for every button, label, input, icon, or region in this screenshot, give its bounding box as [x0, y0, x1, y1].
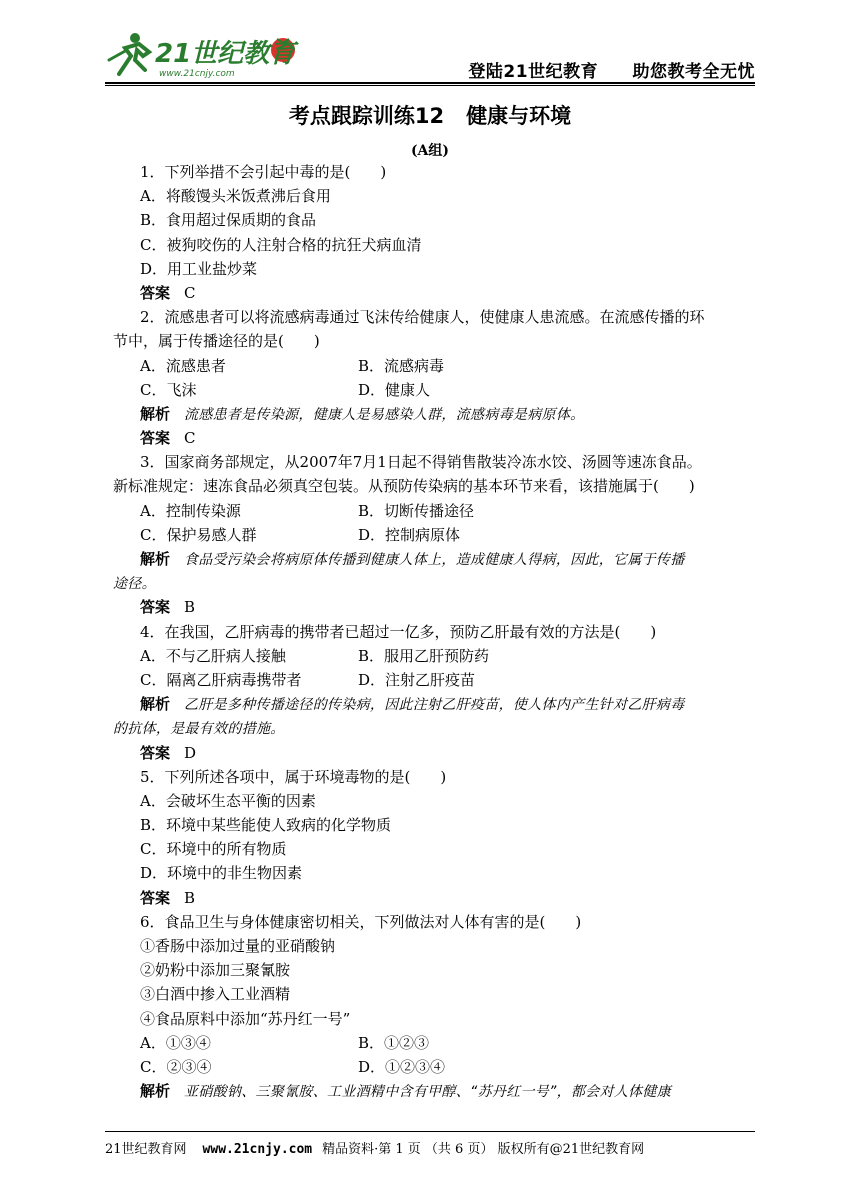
- question-stem: 1．下列举措不会引起中毒的是( ): [140, 163, 387, 181]
- answer-label: 答案: [140, 598, 171, 617]
- explanation-text: 亚硝酸钠、三聚氰胺、工业酒精中含有甲醇、“苏丹红一号”，都会对人体健康: [184, 1084, 672, 1101]
- answer-line: [113, 426, 763, 450]
- answer-label: 答案: [140, 283, 171, 302]
- page-header: [105, 30, 755, 82]
- option: C．环境中的所有物质: [140, 840, 287, 859]
- explanation-text: 的抗体，是最有效的措施。: [113, 721, 285, 738]
- option-row: [113, 354, 763, 378]
- option-row: [113, 1031, 763, 1055]
- option: D．环境中的非生物因素: [140, 864, 303, 883]
- option: A．将酸馒头米饭煮沸后食用: [140, 187, 331, 206]
- question-stem: 3．国家商务部规定，从2007年7月1日起不得销售散装冷冻水饺、汤圆等速冻食品。: [140, 453, 702, 472]
- site-logo: [105, 30, 305, 80]
- option-row: [113, 499, 763, 523]
- footer-divider: [105, 1131, 755, 1132]
- logo-url: www.21cnjy.com: [159, 69, 235, 79]
- option: C．飞沫: [140, 380, 197, 399]
- option: C．被狗咬伤的人注射合格的抗狂犬病血清: [140, 235, 422, 254]
- option: A．不与乙肝病人接触: [140, 646, 286, 665]
- option: A．流感患者: [140, 356, 226, 375]
- answer-value: C: [184, 283, 196, 302]
- option: B．食用超过保质期的食品: [140, 211, 317, 230]
- statement: ①香肠中添加过量的亚硝酸钠: [140, 937, 336, 955]
- explanation-line: [113, 402, 763, 426]
- page-title: [0, 100, 860, 130]
- title-sub: 健康与环境: [466, 104, 572, 128]
- explanation-label: 解析: [140, 550, 171, 568]
- question-6: [113, 910, 763, 1104]
- explanation-label: 解析: [140, 695, 171, 714]
- title-main: 考点跟踪训练12: [288, 104, 445, 128]
- explanation-text: 途径。: [113, 576, 156, 593]
- explanation-text: 乙肝是多种传播途径的传染病，因此注射乙肝疫苗，使人体内产生针对乙肝病毒: [184, 697, 685, 714]
- header-divider-thin: [105, 85, 755, 86]
- option: D．用工业盐炒菜: [140, 259, 258, 278]
- question-4: [113, 620, 763, 765]
- option: A．①③④: [140, 1033, 211, 1052]
- answer-label: 答案: [140, 429, 171, 448]
- footer-org: 21世纪教育网: [105, 1142, 187, 1157]
- question-stem: 5．下列所述各项中，属于环境毒物的是( ): [140, 767, 447, 786]
- explanation-cont: [113, 571, 763, 595]
- option: C．隔离乙肝病毒携带者: [140, 670, 302, 689]
- question-stem: 4．在我国，乙肝病毒的携带者已超过一亿多，预防乙肝最有效的方法是( ): [140, 622, 657, 641]
- option: B．服用乙肝预防药: [358, 646, 490, 665]
- answer-value: C: [184, 429, 196, 448]
- option: A．控制传染源: [140, 501, 241, 520]
- explanation-text: 食品受污染会将病原体传播到健康人体上，造成健康人得病，因此，它属于传播: [184, 552, 685, 568]
- slogan-left: 登陆21世纪教育: [468, 62, 599, 82]
- option: B．①②③: [358, 1033, 430, 1052]
- question-3: [113, 450, 763, 619]
- answer-line: [113, 595, 763, 619]
- question-stem-cont: 节中，属于传播途径的是( ): [113, 332, 320, 351]
- option-row: [113, 378, 763, 402]
- statement: ②奶粉中添加三聚氰胺: [140, 961, 291, 980]
- option: B．切断传播途径: [358, 501, 475, 520]
- answer-label: 答案: [140, 888, 171, 907]
- option: D．控制病原体: [358, 525, 461, 544]
- answer-value: D: [184, 743, 197, 762]
- footer-site-link[interactable]: www.21cnjy.com: [202, 1142, 313, 1157]
- footer-info: 精品资料·第 1 页 （共 6 页） 版权所有@21世纪教育网: [322, 1142, 645, 1157]
- statement: ③白酒中掺入工业酒精: [140, 985, 291, 1004]
- option: B．流感病毒: [358, 356, 445, 375]
- explanation-line: [113, 1079, 763, 1103]
- option: C．保护易感人群: [140, 525, 257, 544]
- answer-value: B: [184, 888, 196, 907]
- explanation-line: [113, 547, 763, 571]
- option-row: [113, 668, 763, 692]
- question-stem-cont: 新标准规定：速冻食品必须真空包装。从预防传染病的基本环节来看，该措施属于( ): [113, 477, 695, 496]
- option: A．会破坏生态平衡的因素: [140, 791, 316, 810]
- header-divider: [105, 82, 755, 84]
- answer-line: [113, 741, 763, 765]
- statement: ④食品原料中添加“苏丹红一号”: [140, 1009, 351, 1028]
- option-row: [113, 1055, 763, 1079]
- logo-text: 21世纪教育: [155, 39, 296, 69]
- explanation-text: 流感患者是传染源，健康人是易感染人群，流感病毒是病原体。: [184, 406, 585, 423]
- answer-line: [113, 886, 763, 910]
- explanation-cont: [113, 716, 763, 740]
- option: B．环境中某些能使人致病的化学物质: [140, 816, 392, 835]
- option: D．①②③④: [358, 1057, 446, 1076]
- question-stem: 2．流感患者可以将流感病毒通过飞沫传给健康人，使健康人患流感。在流感传播的环: [140, 308, 705, 327]
- question-1: [113, 160, 763, 305]
- option: C．②③④: [140, 1057, 212, 1076]
- option-row: [113, 644, 763, 668]
- question-5: [113, 765, 763, 910]
- option: D．健康人: [358, 380, 431, 399]
- answer-label: 答案: [140, 743, 171, 762]
- explanation-label: 解析: [140, 404, 171, 423]
- page-footer: [105, 1138, 755, 1157]
- question-2: [113, 305, 763, 450]
- header-slogan: [440, 57, 755, 82]
- option-row: [113, 523, 763, 547]
- answer-value: B: [184, 598, 196, 617]
- question-list: [113, 160, 763, 1103]
- explanation-line: [113, 692, 763, 716]
- option: D．注射乙肝疫苗: [358, 670, 476, 689]
- question-stem: 6．食品卫生与身体健康密切相关，下列做法对人体有害的是( ): [140, 912, 582, 931]
- explanation-label: 解析: [140, 1082, 171, 1101]
- answer-line: [113, 281, 763, 305]
- group-label: (A组): [410, 143, 450, 159]
- slogan-right: 助您教考全无忧: [632, 62, 755, 82]
